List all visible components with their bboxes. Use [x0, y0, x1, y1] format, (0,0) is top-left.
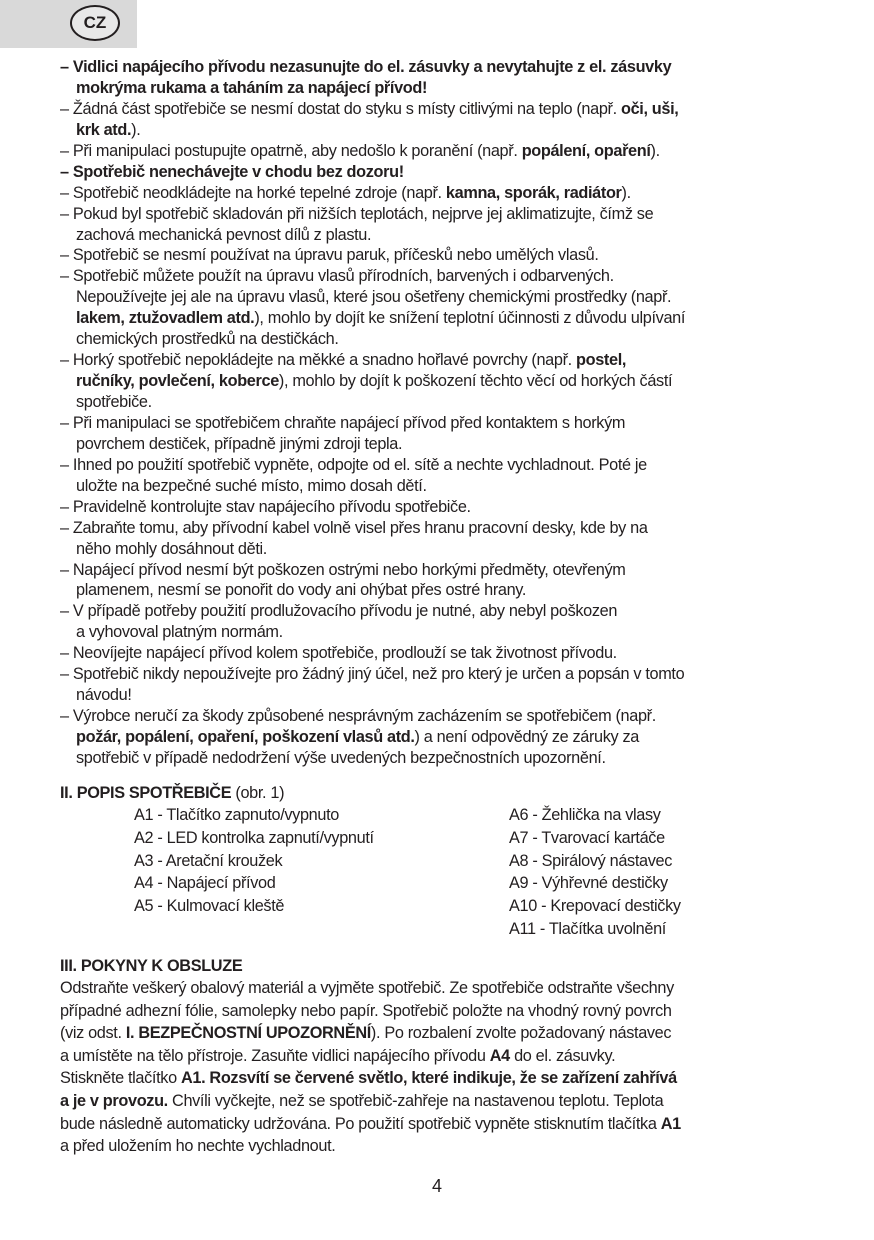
bold-text: Vidlici napájecího přívodu nezasunujte do el. zásuvky a nevytahujte z el. zásuvky: [72, 58, 672, 76]
text: Výrobce neručí za škody způsobené nesprávným zacházením se spotřebičem (např.: [72, 707, 656, 726]
part-item: A4 - Napájecí přívod: [134, 874, 276, 893]
bold-text: Spotřebič nenechávejte v chodu bez dozoru!: [72, 162, 404, 181]
list-item: [60, 518, 840, 539]
bold-text: A1: [660, 1114, 681, 1133]
paragraph-line: [60, 1135, 840, 1158]
list-item-continuation: [60, 748, 840, 769]
heading-text: II. POPIS SPOTŘEBIČE: [60, 784, 232, 802]
text: spotřebiče.: [76, 393, 152, 411]
text: Spotřebič se nesmí používat na úpravu paruk, příčesků nebo umělých vlasů.: [72, 246, 599, 265]
list-item-continuation: [60, 287, 840, 308]
bullet-dash: –: [60, 455, 73, 474]
list-item: [60, 455, 840, 476]
text: Spotřebič můžete použít na úpravu vlasů přírodních, barvených i odbarvených.: [72, 267, 614, 286]
bullet-dash: –: [60, 707, 73, 726]
part-item: A2 - LED kontrolka zapnutí/vypnutí: [134, 828, 374, 847]
text: chemických prostředků na destičkách.: [76, 330, 339, 349]
list-item: [60, 643, 840, 664]
text: ).: [131, 120, 141, 139]
text: ).: [650, 141, 660, 160]
text: plamenem, nesmí se ponořit do vody ani ohýbat přes ostré hrany.: [76, 581, 527, 600]
bullet-dash: –: [60, 602, 73, 621]
bullet-dash: –: [60, 644, 73, 663]
list-item: [60, 706, 840, 727]
part-item: A1 - Tlačítko zapnuto/vypnuto: [134, 806, 339, 824]
bullet-dash: –: [60, 183, 73, 202]
text: a vyhovoval platným normám.: [76, 623, 283, 642]
text: zachová mechanická pevnost dílů z plastu.: [76, 225, 372, 244]
text: spotřebič v případě nedodržení výše uvedených bezpečnostních upozornění.: [76, 748, 606, 767]
bold-text: A1. Rozsvítí se červené světlo, které indikuje, že se zařízení zahřívá: [180, 1069, 677, 1088]
text: Pravidelně kontrolujte stav napájecího přívodu spotřebiče.: [72, 497, 471, 516]
text: ), mohlo by dojít k poškození těchto věcí od horkých částí: [278, 372, 673, 391]
bullet-dash: –: [60, 497, 73, 516]
list-item-continuation: [60, 120, 840, 141]
text: Nepoužívejte jej ale na úpravu vlasů, které jsou ošetřeny chemickými prostředky (např.: [76, 288, 672, 307]
list-item: [60, 266, 840, 287]
part-item: A11 - Tlačítka uvolnění: [509, 919, 666, 938]
bullet-dash: –: [60, 665, 73, 684]
paragraph-line: [60, 1022, 840, 1045]
text: Spotřebič nikdy nepoužívejte pro žádný jiný účel, než pro který je určen a popsán v tomto: [72, 665, 685, 684]
paragraph-line: [60, 1000, 840, 1023]
bullet-dash: –: [60, 413, 73, 432]
list-item-continuation: [60, 539, 840, 560]
text: do el. zásuvky.: [509, 1046, 616, 1065]
text: návodu!: [76, 686, 132, 705]
text: ). Po rozbalení zvolte požadovaný nástavec: [370, 1024, 672, 1043]
list-item-continuation: [60, 476, 840, 497]
bullet-dash: –: [60, 246, 73, 265]
bold-text: kamna, sporák, radiátor: [445, 183, 622, 202]
paragraph-line: [60, 1045, 840, 1068]
list-item-continuation: [60, 78, 840, 99]
text: něho mohly dosáhnout děti.: [76, 539, 267, 558]
section-heading: [60, 782, 840, 804]
bullet-dash: –: [60, 204, 73, 223]
text: Stiskněte tlačítko: [60, 1069, 181, 1088]
bullet-dash: –: [60, 560, 73, 579]
list-item: [60, 560, 840, 581]
list-item-continuation: [60, 434, 840, 455]
bullet-dash: –: [60, 58, 73, 76]
paragraph-line: [60, 1113, 840, 1136]
text: a umístěte na tělo přístroje. Zasuňte vidlici napájecího přívodu: [60, 1046, 490, 1065]
list-item: [60, 57, 840, 78]
bold-text: oči, uši,: [620, 99, 679, 118]
bold-text: popálení, opaření: [521, 141, 651, 160]
page-number: 4: [431, 1176, 442, 1196]
text: uložte na bezpečné suché místo, mimo dosah dětí.: [76, 476, 427, 495]
list-item-continuation: [60, 622, 840, 643]
paragraph-line: [60, 977, 840, 1000]
text: Napájecí přívod nesmí být poškozen ostrými nebo horkými předměty, otevřeným: [72, 560, 626, 579]
text: ).: [621, 183, 631, 202]
bullet-dash: –: [60, 141, 73, 160]
text: V případě potřeby použití prodlužovacího přívodu je nutné, aby nebyl poškozen: [72, 602, 618, 621]
part-item: A5 - Kulmovací kleště: [134, 897, 285, 916]
list-item: [60, 350, 840, 371]
list-item-continuation: [60, 371, 840, 392]
list-item: [60, 99, 840, 120]
text: (viz odst.: [60, 1024, 126, 1043]
bold-text: I. BEZPEČNOSTNÍ UPOZORNĚNÍ: [125, 1024, 371, 1043]
section-operating-instructions: [60, 955, 840, 1158]
bold-text: a je v provozu.: [60, 1091, 168, 1110]
list-item-continuation: [60, 225, 840, 246]
list-item-continuation: [60, 727, 840, 748]
text: Odstraňte veškerý obalový materiál a vyjměte spotřebič. Ze spotřebiče odstraňte všechny: [60, 979, 674, 997]
bold-text: krk atd.: [76, 120, 132, 139]
list-item-continuation: [60, 308, 840, 329]
text: Při manipulaci postupujte opatrně, aby nedošlo k poranění (např.: [72, 141, 522, 160]
list-item: [60, 413, 840, 434]
text: Chvíli vyčkejte, než se spotřebič-zahřeje na nastavenou teplotu. Teplota: [167, 1091, 664, 1110]
parts-list-right: [509, 804, 681, 941]
bold-text: lakem, ztužovadlem atd.: [76, 309, 255, 328]
text: Horký spotřebič nepokládejte na měkké a snadno hořlavé povrchy (např.: [72, 351, 577, 370]
part-item: A8 - Spirálový nástavec: [509, 851, 672, 870]
language-badge: CZ: [70, 5, 120, 41]
list-item-continuation: [60, 580, 840, 601]
list-item: [60, 204, 840, 225]
list-item: [60, 664, 840, 685]
instructions-paragraph: [60, 977, 840, 1158]
language-tab: [0, 0, 137, 48]
list-item-continuation: [60, 685, 840, 706]
text: ) a není odpovědný ze záruky za: [414, 728, 640, 746]
bullet-dash: –: [60, 267, 73, 286]
list-item: [60, 162, 840, 183]
list-item: [60, 141, 840, 162]
text: Neovíjejte napájecí přívod kolem spotřebiče, prodlouží se tak životnost přívodu.: [72, 644, 617, 663]
part-item: A10 - Krepovací destičky: [509, 897, 681, 916]
text: Spotřebič neodkládejte na horké tepelné zdroje (např.: [72, 183, 446, 202]
part-item: A7 - Tvarovací kartáče: [509, 828, 665, 847]
bullet-dash: –: [60, 162, 73, 181]
bullet-dash: –: [60, 518, 73, 537]
part-item: A3 - Aretační kroužek: [134, 851, 283, 870]
section-heading: [60, 955, 840, 977]
paragraph-line: [60, 1090, 840, 1113]
bold-text: mokrýma rukama a taháním za napájecí přívod!: [76, 78, 428, 97]
bullet-dash: –: [60, 351, 73, 370]
list-item: [60, 245, 840, 266]
text: Při manipulaci se spotřebičem chraňte napájecí přívod před kontaktem s horkým: [72, 413, 626, 432]
bold-text: požár, popálení, opaření, poškození vlasů atd.: [76, 728, 415, 746]
text: bude následně automaticky udržována. Po použití spotřebič vypněte stisknutím tlačítka: [60, 1114, 661, 1133]
text: Žádná část spotřebiče se nesmí dostat do styku s místy citlivými na teplo (např.: [72, 99, 621, 118]
paragraph-line: [60, 1067, 840, 1090]
text: a před uložením ho nechte vychladnout.: [60, 1137, 336, 1156]
bold-text: A4: [489, 1046, 510, 1065]
list-item-continuation: [60, 392, 840, 413]
text: Zabraňte tomu, aby přívodní kabel volně visel přes hranu pracovní desky, kde by na: [72, 518, 648, 537]
list-item: [60, 183, 840, 204]
text: ), mohlo by dojít ke snížení teplotní účinnosti z důvodu ulpívaní: [254, 309, 686, 328]
parts-list-left: [134, 804, 374, 918]
list-item: [60, 497, 840, 518]
part-item: A9 - Výhřevné destičky: [509, 874, 668, 893]
section-appliance-description: [60, 782, 840, 944]
heading-text: III. POKYNY K OBSLUZE: [60, 957, 243, 975]
text: případné adhezní fólie, samolepky nebo papír. Spotřebič položte na vhodný rovný povrch: [60, 1001, 672, 1020]
bullet-dash: –: [60, 99, 73, 118]
text: Pokud byl spotřebič skladován při nižších teplotách, nejprve jej aklimatizujte, čímž se: [72, 204, 654, 223]
text: povrchem destiček, případně jinými zdroji tepla.: [76, 434, 403, 453]
bold-text: ručníky, povlečení, koberce: [76, 372, 279, 391]
list-item-continuation: [60, 329, 840, 350]
text: Ihned po použití spotřebič vypněte, odpojte od el. sítě a nechte vychladnout. Poté je: [72, 455, 647, 474]
figure-reference: (obr. 1): [231, 784, 285, 802]
bold-text: postel,: [576, 351, 627, 370]
safety-instructions-list: [60, 57, 840, 769]
list-item: [60, 601, 840, 622]
part-item: A6 - Žehlička na vlasy: [509, 806, 661, 824]
